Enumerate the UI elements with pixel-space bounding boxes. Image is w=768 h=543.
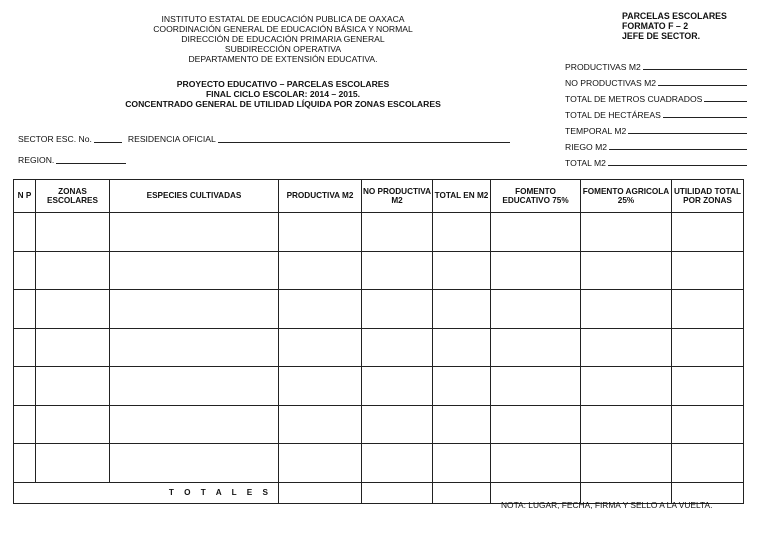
table-row [14,367,744,406]
col-fomento-agricola: FOMENTO AGRICOLA 25% [581,180,672,213]
table-row [14,251,744,290]
summary-field[interactable]: TOTAL DE METROS CUADRADOS [565,88,747,104]
header-line: SUBDIRECCIÓN OPERATIVA [224,44,342,54]
zones-table [13,179,744,504]
summary-field[interactable]: RIEGO M2 [565,136,747,152]
col-no-productiva: NO PRODUCTIVA M2 [362,180,433,213]
table-row [14,405,744,444]
region-input[interactable] [56,162,126,164]
summary-fields [565,56,747,168]
total-m2[interactable] [433,482,491,503]
header-line: INSTITUTO ESTATAL DE EDUCACIÓN PUBLICA DE OAXACA [161,14,405,24]
region-label: REGION. [18,155,55,165]
residencia-label: RESIDENCIA OFICIAL [127,134,216,144]
table-row [14,213,744,252]
format-label [622,11,727,41]
project-line: CONCENTRADO GENERAL DE UTILIDAD LÍQUIDA POR ZONAS ESCOLARES [125,99,441,109]
table-row [14,328,744,367]
summary-field[interactable]: TEMPORAL M2 [565,120,747,136]
col-fomento-educativo: FOMENTO EDUCATIVO 75% [491,180,581,213]
col-utilidad: UTILIDAD TOTAL POR ZONAS [672,180,744,213]
total-productiva[interactable] [279,482,362,503]
col-np: N P [14,180,36,213]
project-line: FINAL CICLO ESCOLAR: 2014 – 2015. [205,89,361,99]
summary-field[interactable]: PRODUCTIVAS M2 [565,56,747,72]
col-productiva: PRODUCTIVA M2 [279,180,362,213]
project-title [100,79,466,109]
header-line: DIRECCIÓN DE EDUCACIÓN PRIMARIA GENERAL [181,34,385,44]
format-line: JEFE DE SECTOR. [622,31,701,41]
col-zonas: ZONAS ESCOLARES [36,180,110,213]
col-especies: ESPECIES CULTIVADAS [110,180,279,213]
format-line: PARCELAS ESCOLARES [622,11,727,21]
summary-field[interactable]: TOTAL DE HECTÁREAS [565,104,747,120]
format-line: FORMATO F – 2 [622,21,689,31]
region-row [18,155,132,165]
header-line: COORDINACIÓN GENERAL DE EDUCACIÓN BÁSICA Y NORMAL [153,24,413,34]
table-row [14,290,744,329]
totals-label: T O T A L E S [14,482,279,503]
sector-row [18,134,516,144]
summary-field[interactable]: NO PRODUCTIVAS M2 [565,72,747,88]
institution-header [100,14,466,64]
sector-input[interactable] [94,141,122,143]
total-no-productiva[interactable] [362,482,433,503]
sector-label: SECTOR ESC. No. [18,134,92,144]
header-line: DEPARTAMENTO DE EXTENSIÓN EDUCATIVA. [188,54,378,64]
summary-field[interactable]: TOTAL M2 [565,152,747,168]
table-row [14,444,744,483]
residencia-input[interactable] [218,141,510,143]
col-total-m2: TOTAL EN M2 [433,180,491,213]
footer-note: NOTA: LUGAR, FECHA, FIRMA Y SELLO A LA VUELTA. [501,500,713,510]
project-line: PROYECTO EDUCATIVO – PARCELAS ESCOLARES [176,79,390,89]
table-header [14,180,744,213]
